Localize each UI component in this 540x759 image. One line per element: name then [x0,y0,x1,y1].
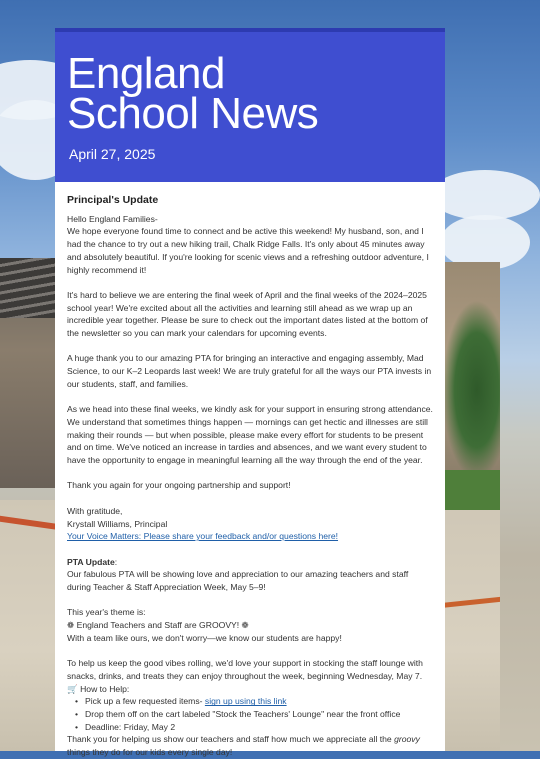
team-line: With a team like ours, we don't worry—we know our students are happy! [67,632,342,643]
signup-link[interactable]: sign up using this link [204,696,287,707]
list-item: • Deadline: Friday, May 2 [73,721,433,734]
bullet-1-text: Pick up a few requested items- [85,696,205,707]
thanks-italic: groovy [394,734,420,745]
principal-paragraph-2: It's hard to believe we are entering the final week of April and the final weeks of the 2024–2025 school year! We're excited about all the activities and learning still ahead as we wrap up an incredible year together. Please be sure to check out the important dates listed at the bottom of the newsletter so you can mark your calendars for upcoming events. [67,289,428,339]
newsletter-title-line-1: England [67,49,225,98]
school-roof-left [0,258,60,318]
signature: Krystall Williams, Principal [67,518,168,529]
tree [442,300,500,480]
help-list [67,695,433,733]
newsletter-date: April 27, 2025 [69,146,156,162]
newsletter-title-line-2: School News [67,89,319,138]
list-item: • Drop them off on the cart labeled "Stock the Teachers' Lounge" near the front office [73,708,433,721]
grass [444,470,500,510]
newsletter-content [55,182,445,759]
signoff: With gratitude, [67,505,123,516]
help-intro: To help us keep the good vibes rolling, we'd love your support in stocking the staff lounge with snacks, drinks, and treats they can enjoy throughout the week, beginning Wednesday, May 7. [67,658,423,681]
principal-paragraph-5: Thank you again for your ongoing partnership and support! [67,480,291,491]
thanks-text-before: Thank you for helping us show our teachers and staff how much we appreciate all the [67,734,395,745]
cloud [430,170,540,220]
how-to-help: 🛒 How to Help: [67,683,130,694]
theme-intro: This year's theme is: [67,607,146,618]
principal-update-heading: Principal's Update [67,194,159,206]
principal-paragraph-1: We hope everyone found time to connect and be active this weekend! My husband, son, and I had the chance to try out a new hiking trail, Chalk Ridge Falls. It's only about 45 minutes away and absolutely beautiful. If you're looking for scenic views and a refreshing outdoor adventure, I highly recommend it! [67,226,429,275]
newsletter-header [55,28,445,182]
thanks-text-after: things they do for our kids every single day! [67,747,233,758]
feedback-link[interactable]: Your Voice Matters: Please share your feedback and/or questions here! [67,531,339,542]
greeting: Hello England Families- [67,213,158,224]
theme-text: ❁ England Teachers and Staff are GROOVY! ❁ [67,620,249,631]
principal-paragraph-3: A huge thank you to our amazing PTA for bringing an interactive and engaging assembly, Mad Science, to our K–2 Leopards last week! We are truly grateful for all the ways our PTA invests in our students, staff, and families. [67,353,432,389]
pta-intro: Our fabulous PTA will be showing love and appreciation to our amazing teachers and staff during Teacher & Staff Appreciation Week, May 5–9! [67,569,409,592]
pta-colon: : [114,556,118,567]
pta-update-label: PTA Update [67,556,115,567]
thanks-paragraph [67,733,433,758]
list-item [73,695,433,708]
newsletter-card [55,28,445,758]
principal-paragraph-4: As we head into these final weeks, we kindly ask for your support in ensuring strong attendance. We understand that sometimes things happen — mornings can get hectic and illnesses are still making their rounds — but when possible, please make every effort for students to be present and on time. We've noticed an increase in tardies and absences, and we want every student to have the opportunity to engage in meaningful learning all the way through the end of the year. [67,404,433,466]
